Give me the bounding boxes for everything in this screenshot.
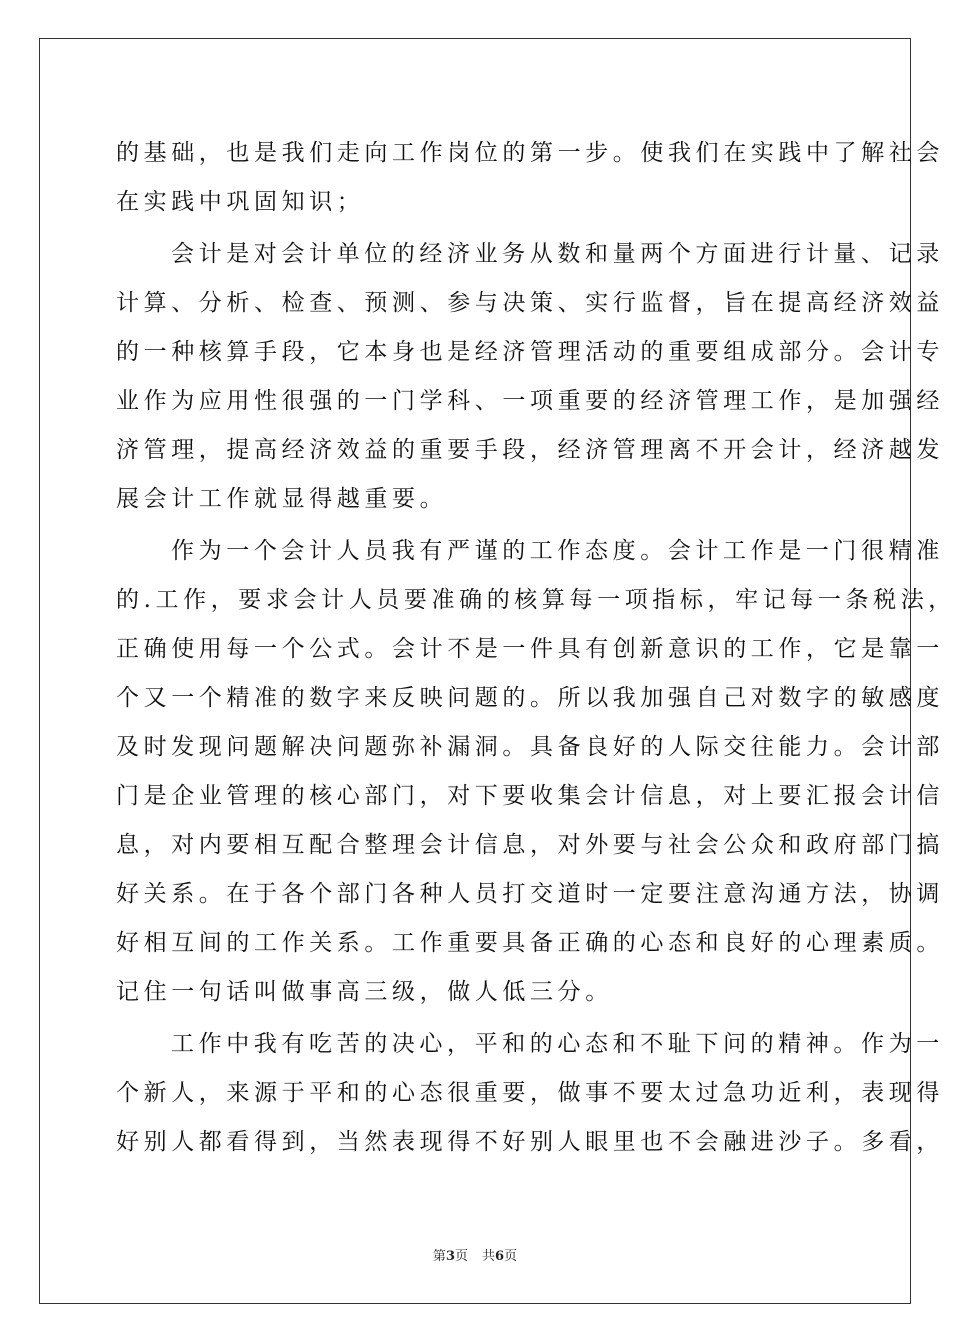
- text-line: 好相互间的工作关系。工作重要具备正确的心态和良好的心理素质。: [116, 930, 944, 956]
- total-suffix: 页: [504, 1249, 518, 1264]
- document-body: [116, 129, 956, 1170]
- text-line: 正确使用每一个公式。会计不是一件具有创新意识的工作，它是靠一: [116, 636, 944, 662]
- text-line: 及时发现问题解决问题弥补漏洞。具备良好的人际交往能力。会计部: [116, 734, 944, 760]
- text-line: 的一种核算手段，它本身也是经济管理活动的重要组成部分。会计专: [116, 339, 944, 365]
- text-line-first: 会计是对会计单位的经济业务从数和量两个方面进行计量、记录: [171, 241, 944, 267]
- text-line: 门是企业管理的核心部门，对下要收集会计信息，对上要汇报会计信: [116, 783, 944, 809]
- text-line-first: 工作中我有吃苦的决心，平和的心态和不耻下问的精神。作为一: [171, 1031, 944, 1057]
- text-line: 济管理，提高经济效益的重要手段，经济管理离不开会计，经济越发: [116, 437, 944, 463]
- text-line: 的基础，也是我们走向工作岗位的第一步。使我们在实践中了解社会: [116, 140, 944, 166]
- paragraph-2: [116, 230, 944, 524]
- page-suffix: 页: [454, 1249, 468, 1264]
- text-line: 好关系。在于各个部门各种人员打交道时一定要注意沟通方法，协调: [116, 881, 944, 907]
- total-pages: 6: [495, 1249, 505, 1264]
- text-line: 的.工作，要求会计人员要准确的核算每一项指标，牢记每一条税法，: [116, 587, 956, 613]
- text-line: 个新人，来源于平和的心态很重要，做事不要太过急功近利，表现得: [116, 1080, 944, 1106]
- text-line: 个又一个精准的数字来反映问题的。所以我加强自己对数字的敏感度: [116, 685, 944, 711]
- text-line: 好别人都看得到，当然表现得不好别人眼里也不会融进沙子。多看，: [116, 1129, 944, 1155]
- text-line: 展会计工作就显得越重要。: [116, 486, 448, 512]
- page-prefix: 第: [432, 1249, 446, 1264]
- text-line-first: 作为一个会计人员我有严谨的工作态度。会计工作是一门很精准: [171, 538, 944, 564]
- paragraph-4: [116, 1020, 944, 1167]
- text-line: 息，对内要相互配合整理会计信息，对外要与社会公众和政府部门搞: [116, 832, 944, 858]
- paragraph-3: [116, 527, 956, 1017]
- text-line: 计算、分析、检查、预测、参与决策、实行监督，旨在提高经济效益: [116, 290, 944, 316]
- page-number: 3: [445, 1249, 455, 1264]
- text-line: 记住一句话叫做事高三级，做人低三分。: [116, 979, 613, 1005]
- paragraph-1: [116, 129, 944, 227]
- text-line: 业作为应用性很强的一门学科、一项重要的经济管理工作，是加强经: [116, 388, 944, 414]
- total-prefix: 共: [482, 1249, 496, 1264]
- page-footer: [0, 1248, 950, 1266]
- text-line: 在实践中巩固知识；: [116, 189, 365, 215]
